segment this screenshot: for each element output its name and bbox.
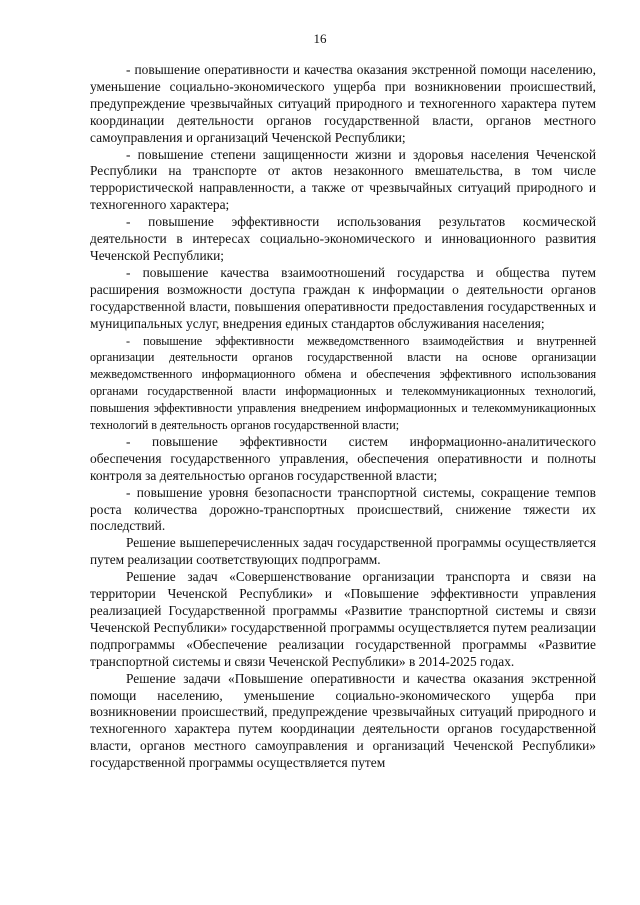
paragraph: - повышение степени защищенности жизни и здоровья населения Чеченской Республики на транспорте от актов незаконного вмешательства, в том числе террористической направленности, а также от чрезвычайных ситуаций природного и техногенного характера; [90,146,596,213]
paragraph: - повышение эффективности систем информационно-аналитического обеспечения государственного управления, обеспечения оперативности и полноты контроля за деятельностью органов государственной власти; [90,433,596,483]
paragraph: Решение вышеперечисленных задач государственной программы осуществляется путем реализации соответствующих подпрограмм. [90,535,596,568]
paragraph: - повышение эффективности использования результатов космической деятельности в интересах социально-экономического и инновационного развития Чеченской Республики; [90,214,596,263]
page-number: 16 [313,31,327,46]
paragraph: - повышение эффективности межведомственного взаимодействия и внутренней организации деятельности органов государственной власти на основе организации межведомственного информационного обмена и обеспечения эффективного использования органами государственной власти информационных и телекоммуникационных технологий, повышения эффективности управления внедрением информационных и телекоммуникационных технологий в деятельность органов государственной власти; [90,333,596,433]
document-body [90,62,596,772]
paragraph: Решение задач «Совершенствование организации транспорта и связи на территории Чеченской Республики» и «Повышение эффективности управления реализацией Государственной программы «Развитие транспортной системы и связи Чеченской Республики» государственной программы осуществляется путем реализации подпрограммы «Обеспечение реализации государственной программы «Развитие транспортной системы и связи Чеченской Республики» в 2014-2025 годах. [90,569,596,669]
paragraph: - повышение уровня безопасности транспортной системы, сокращение темпов роста количества дорожно-транспортных происшествий, снижение тяжести их последствий. [90,484,596,534]
paragraph: - повышение качества взаимоотношений государства и общества путем расширения возможности доступа граждан к информации о деятельности органов государственной власти, повышения оперативности предоставления государственных и муниципальных услуг, внедрения единых стандартов обслуживания населения; [90,264,596,331]
paragraph: - повышение оперативности и качества оказания экстренной помощи населению, уменьшение социально-экономического ущерба при возникновении происшествий, предупреждение чрезвычайных ситуаций природного и техногенного характера путем координации деятельности органов государственной власти, органов местного самоуправления и организаций Чеченской Республики; [90,62,596,145]
paragraph: Решение задачи «Повышение оперативности и качества оказания экстренной помощи населению, уменьшение социально-экономического ущерба при возникновении происшествий, предупреждение чрезвычайных ситуаций природного и техногенного характера путем координации деятельности органов государственной власти, органов местного самоуправления и организаций Чеченской Республики» государственной программы осуществляется путем [90,670,596,771]
